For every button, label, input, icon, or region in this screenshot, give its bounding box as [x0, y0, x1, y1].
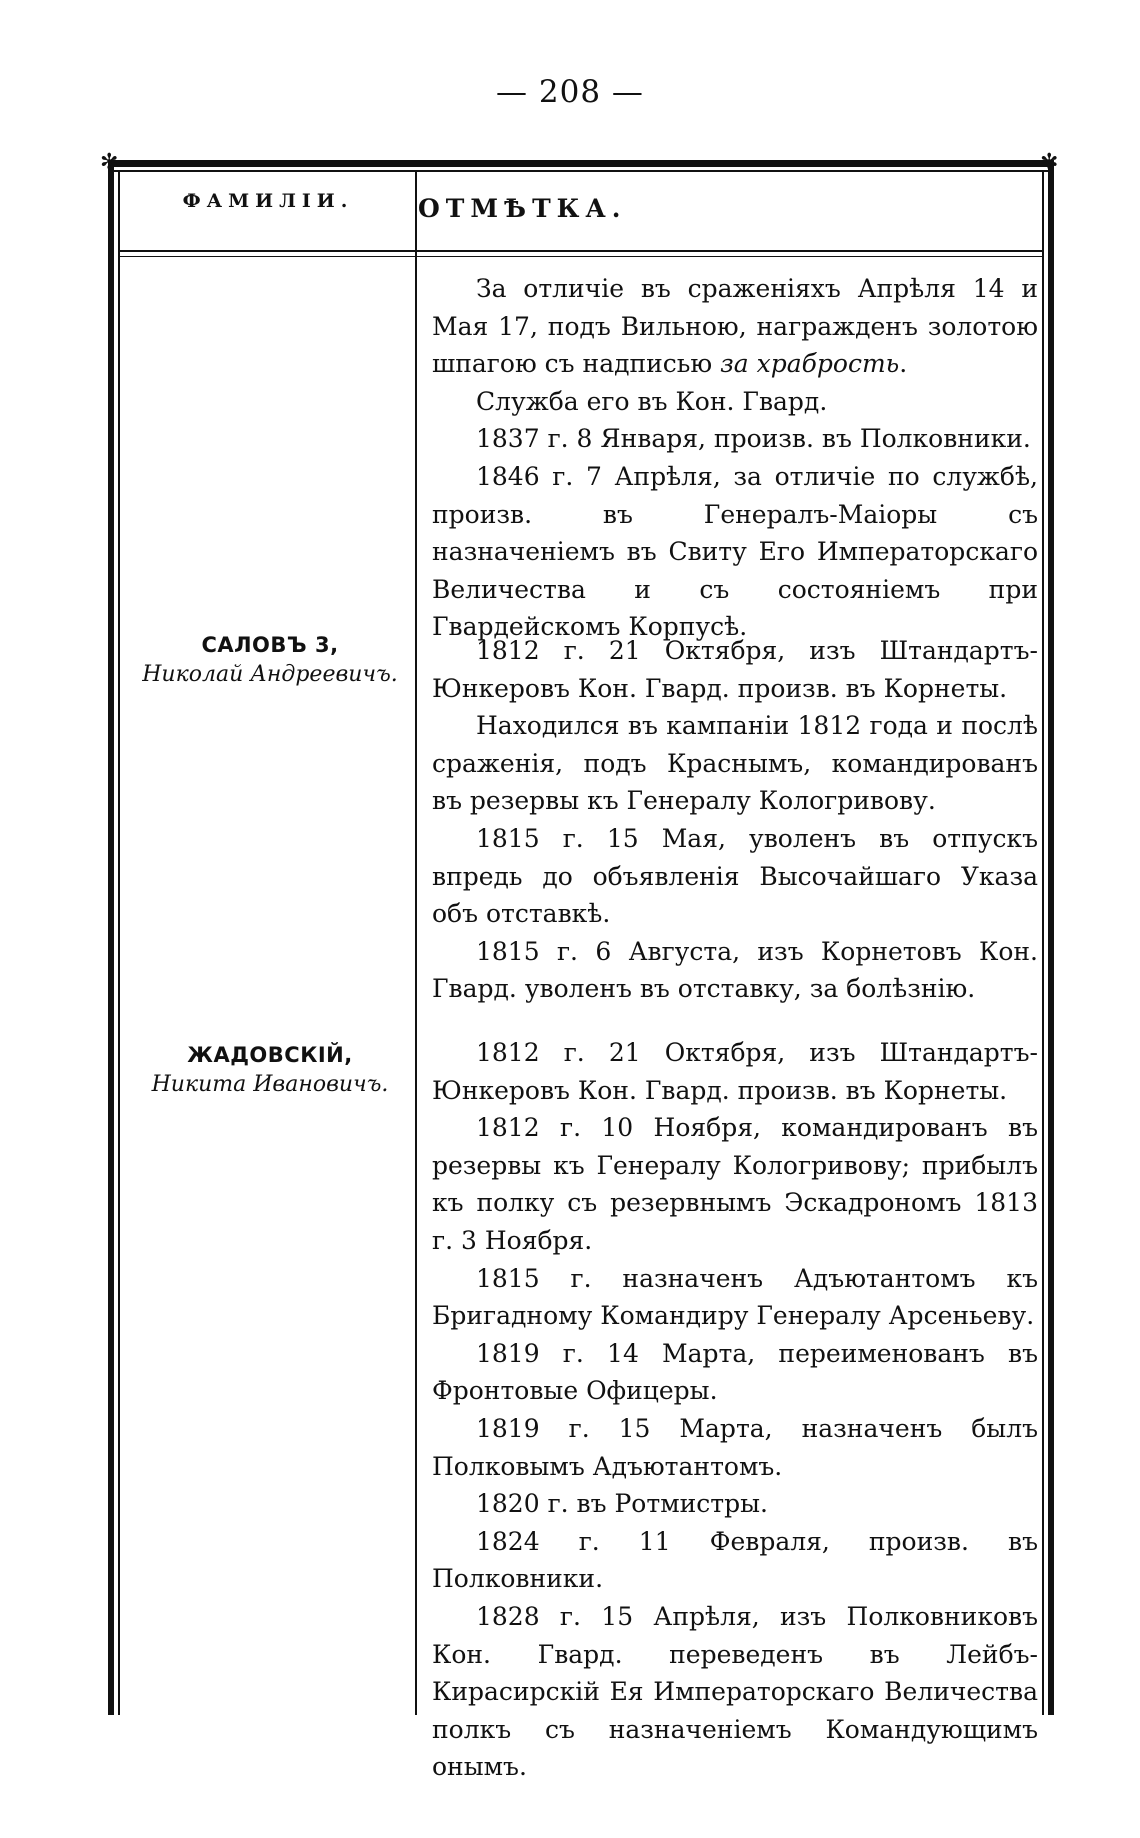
note-paragraph: 1846 г. 7 Апрѣля, за отличіе по службѣ, произв. въ Генералъ-Маіоры съ назначеніемъ въ Свиту Его Императорскаго Величества и съ состояніемъ при Гвардейскомъ Корпусѣ.: [432, 461, 1038, 642]
table-top-rule: [108, 160, 1054, 167]
note-paragraph: Находился въ кампаніи 1812 года и послѣ сраженія, подъ Краснымъ, командированъ въ резервы къ Генералу Кологривову.: [432, 711, 1038, 816]
note-paragraph: За отличіе въ сраженіяхъ Апрѣля 14 и Мая 17, подъ Вильною, награжденъ золотою шпагою съ надписью за храбрость.: [432, 274, 1038, 379]
note-paragraph: 1815 г. назначенъ Адъютантомъ къ Бригадному Командиру Генералу Арсеньеву.: [432, 1263, 1038, 1331]
note-paragraph: 1828 г. 15 Апрѣля, изъ Полковниковъ Кон. Гвард. переведенъ въ Лейбъ-Кирасирскій Ея Императорскаго Величества полкъ съ назначеніемъ Командующимъ онымъ.: [432, 1601, 1038, 1782]
corner-ornament-left-icon: ✻: [100, 150, 119, 175]
header-bottom-rule: [120, 250, 1042, 252]
entry-notes-salov: [432, 632, 1038, 1008]
entry-notes-zhadovsky: [432, 1034, 1038, 1786]
surname: САЛОВЪ 3,: [201, 633, 339, 657]
table-top-thin-rule: [108, 170, 1054, 172]
note-paragraph: 1815 г. 6 Августа, изъ Корнетовъ Кон. Гвард. уволенъ въ отставку, за болѣзнію.: [432, 936, 1038, 1004]
note-paragraph: 1837 г. 8 Января, произв. въ Полковники.: [476, 424, 1031, 454]
column-header-surnames: ФАМИЛІИ.: [182, 190, 354, 212]
column-header-notes: ОТМѢТКА.: [418, 194, 627, 223]
given-name: Николай Андреевичъ.: [142, 662, 398, 687]
note-paragraph: 1812 г. 21 Октября, изъ Штандартъ-Юнкеровъ Кон. Гвард. произв. въ Корнеты.: [432, 1038, 1038, 1105]
entry-notes-continued: [432, 270, 1038, 646]
surname: ЖАДОВСКІЙ,: [187, 1043, 353, 1067]
page-number: — 208 —: [496, 74, 644, 110]
table-right-rule: [1048, 160, 1054, 1715]
table-right-thin-rule: [1042, 170, 1044, 1715]
note-paragraph: Служба его въ Кон. Гвард.: [476, 386, 828, 416]
entry-name-zhadovsky: [125, 1040, 415, 1100]
note-paragraph: 1812 г. 21 Октября, изъ Штандартъ-Юнкеровъ Кон. Гвард. произв. въ Корнеты.: [432, 636, 1038, 703]
note-paragraph: 1819 г. 15 Марта, назначенъ былъ Полковымъ Адъютантомъ.: [432, 1413, 1038, 1481]
given-name: Никита Ивановичъ.: [151, 1072, 389, 1097]
entry-name-salov: [125, 630, 415, 690]
note-paragraph: 1820 г. въ Ротмистры.: [476, 1489, 768, 1519]
italic-phrase: за храбрость: [720, 349, 900, 379]
note-paragraph: 1824 г. 11 Февраля, произв. въ Полковники.: [432, 1526, 1038, 1594]
note-paragraph: 1815 г. 15 Мая, уволенъ въ отпускъ впредь до объявленія Высочайшаго Указа объ отставкѣ.: [432, 823, 1038, 929]
column-divider: [415, 170, 417, 1715]
corner-ornament-right-icon: ✻: [1040, 150, 1059, 175]
header-bottom-thin-rule: [120, 256, 1042, 257]
note-paragraph: 1819 г. 14 Марта, переименованъ въ Фронтовые Офицеры.: [432, 1338, 1038, 1406]
table-left-rule: [108, 160, 114, 1715]
table-left-thin-rule: [118, 170, 120, 1715]
note-paragraph: 1812 г. 10 Ноября, командированъ въ резервы къ Генералу Кологривову; прибылъ къ полку съ резервнымъ Эскадрономъ 1813 г. 3 Ноября.: [432, 1113, 1038, 1255]
